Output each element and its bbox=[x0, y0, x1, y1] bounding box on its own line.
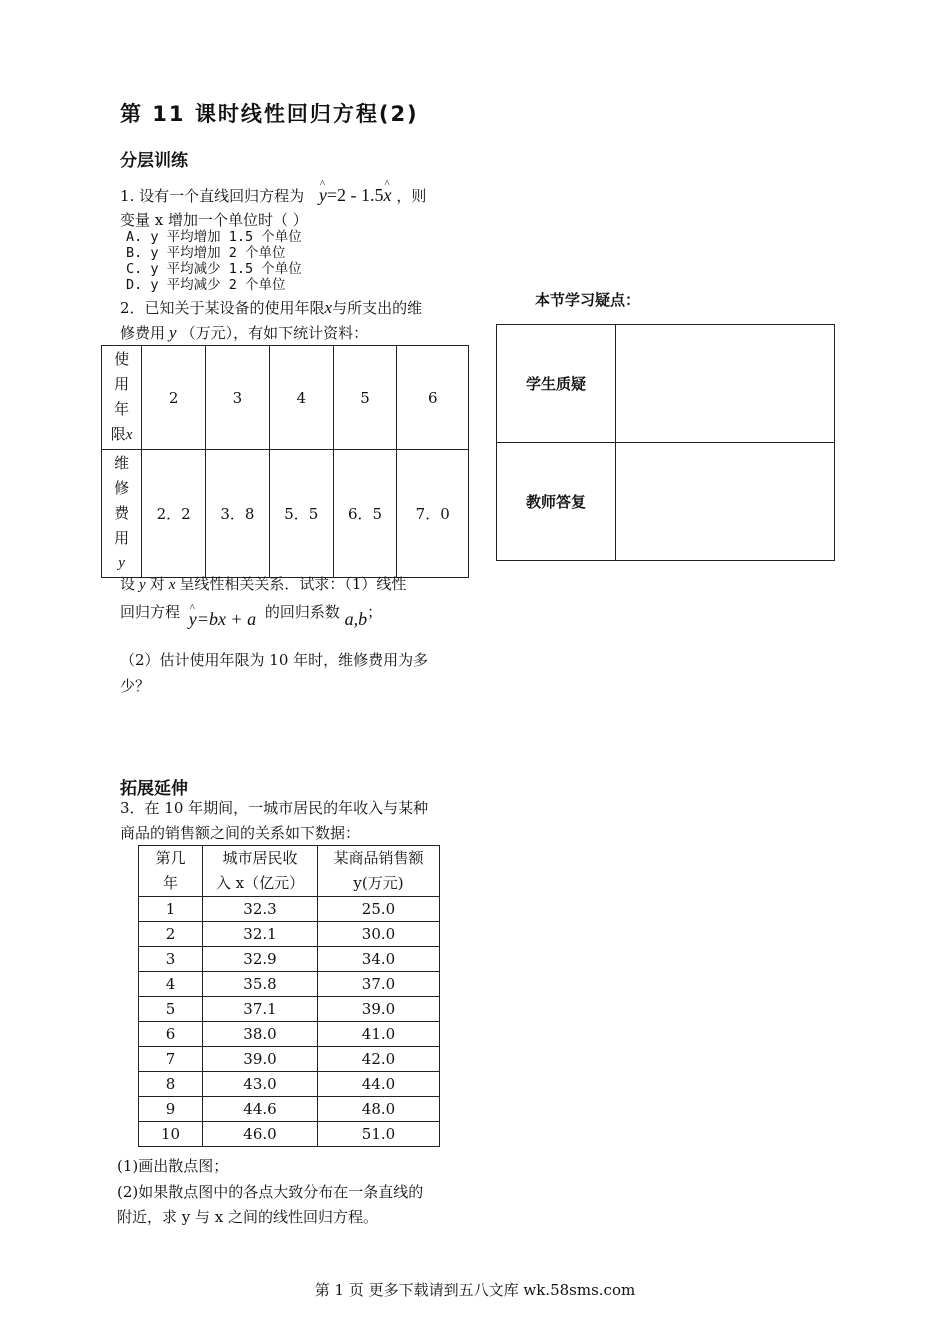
q1-options bbox=[126, 229, 302, 293]
q3-line1: 3．在 10 年期间，一城市居民的年收入与某种 bbox=[120, 799, 429, 817]
q3-header-sales: 某商品销售额 y(万元) bbox=[318, 846, 440, 897]
q2-cell: 5 bbox=[333, 346, 397, 450]
table-row: 3 32.9 34.0 bbox=[139, 947, 440, 972]
q1-option-a: A. y 平均增加 1.5 个单位 bbox=[126, 229, 302, 245]
q1-equation: ^ y=2 - 1.5^ x bbox=[319, 185, 392, 205]
q2-cell: 4 bbox=[269, 346, 333, 450]
sidebar-row-teacher bbox=[497, 443, 835, 561]
q2-row-years bbox=[102, 346, 469, 450]
q3-sub2-line1: (2)如果散点图中的各点大致分布在一条直线的 bbox=[117, 1183, 424, 1201]
q3-header-year: 第几 年 bbox=[139, 846, 203, 897]
q2-cell: 3 bbox=[206, 346, 270, 450]
sidebar-label-teacher: 教师答复 bbox=[497, 443, 616, 561]
sidebar-label-student: 学生质疑 bbox=[497, 325, 616, 443]
table-row: 4 35.8 37.0 bbox=[139, 972, 440, 997]
q3-header-row bbox=[139, 846, 440, 897]
q2-cell: 5．5 bbox=[269, 450, 333, 578]
q2-cell: 3．8 bbox=[206, 450, 270, 578]
q3-data-table bbox=[138, 845, 440, 1147]
sidebar-answer-area-teacher[interactable] bbox=[616, 443, 835, 561]
q3-line2: 商品的销售额之间的关系如下数据： bbox=[120, 824, 361, 842]
sidebar-table bbox=[496, 324, 835, 561]
q1-stem-end: ，则 bbox=[396, 187, 427, 205]
table-row: 7 39.0 42.0 bbox=[139, 1047, 440, 1072]
section-heading-extension: 拓展延伸 bbox=[120, 779, 188, 799]
table-row: 8 43.0 44.0 bbox=[139, 1072, 440, 1097]
question-1 bbox=[120, 182, 480, 233]
table-row: 9 44.6 48.0 bbox=[139, 1097, 440, 1122]
q2-cell: 7．0 bbox=[397, 450, 469, 578]
table-row: 1 32.3 25.0 bbox=[139, 897, 440, 922]
q3-sub1: (1)画出散点图； bbox=[117, 1157, 229, 1175]
q2-cell: 2 bbox=[142, 346, 206, 450]
q1-option-b: B. y 平均增加 2 个单位 bbox=[126, 245, 286, 261]
q2-part2-line1: （2）估计使用年限为 10 年时，维修费用为多 bbox=[120, 651, 429, 669]
q1-option-d: D. y 平均减少 2 个单位 bbox=[126, 277, 286, 293]
q2-line2: 修费用 y （万元），有如下统计资料： bbox=[120, 323, 369, 342]
q1-y-hat: ^ y bbox=[319, 182, 327, 208]
q1-stem: 1. 设有一个直线回归方程为 bbox=[120, 187, 305, 205]
q2-data-table bbox=[101, 345, 469, 578]
q2-regression-equation: ^ y=bx + a bbox=[189, 609, 256, 629]
q1-option-c: C. y 平均减少 1.5 个单位 bbox=[126, 261, 302, 277]
table-row: 10 46.0 51.0 bbox=[139, 1122, 440, 1147]
q2-row-costs bbox=[102, 450, 469, 578]
q2-cell: 2．2 bbox=[142, 450, 206, 578]
page-footer: 第 1 页 更多下载请到五八文库 wk.58sms.com bbox=[314, 1281, 636, 1299]
q3-header-income: 城市居民收 入 x（亿元） bbox=[203, 846, 318, 897]
sidebar-answer-area-student[interactable] bbox=[616, 325, 835, 443]
q2-cell: 6 bbox=[397, 346, 469, 450]
q2-after-line2: 回归方程 ^ y=bx + a 的回归系数 a,b； bbox=[120, 598, 382, 625]
q1-x-hat: ^ x bbox=[384, 182, 392, 208]
table-row: 6 38.0 41.0 bbox=[139, 1022, 440, 1047]
sidebar-row-student bbox=[497, 325, 835, 443]
section-heading-training: 分层训练 bbox=[120, 151, 188, 171]
q2-cell: 6．5 bbox=[333, 450, 397, 578]
q1-stem-line2: 变量 x 增加一个单位时（ ） bbox=[120, 211, 308, 229]
q3-sub2-line2: 附近，求 y 与 x 之间的线性回归方程。 bbox=[117, 1208, 379, 1226]
q2-row2-header: 维 修 费 用 y bbox=[102, 450, 142, 578]
table-row: 5 37.1 39.0 bbox=[139, 997, 440, 1022]
q2-row1-header: 使 用 年 限x bbox=[102, 346, 142, 450]
q2-part2-line2: 少？ bbox=[120, 677, 151, 695]
table-row: 2 32.1 30.0 bbox=[139, 922, 440, 947]
q2-after-line1: 设 y 对 x 呈线性相关关系．试求：（1）线性 bbox=[120, 575, 407, 593]
sidebar-heading: 本节学习疑点： bbox=[535, 291, 641, 309]
q2-line1: 2．已知关于某设备的使用年限x与所支出的维 bbox=[120, 298, 423, 317]
page-title: 第 11 课时线性回归方程(2) bbox=[120, 102, 419, 126]
